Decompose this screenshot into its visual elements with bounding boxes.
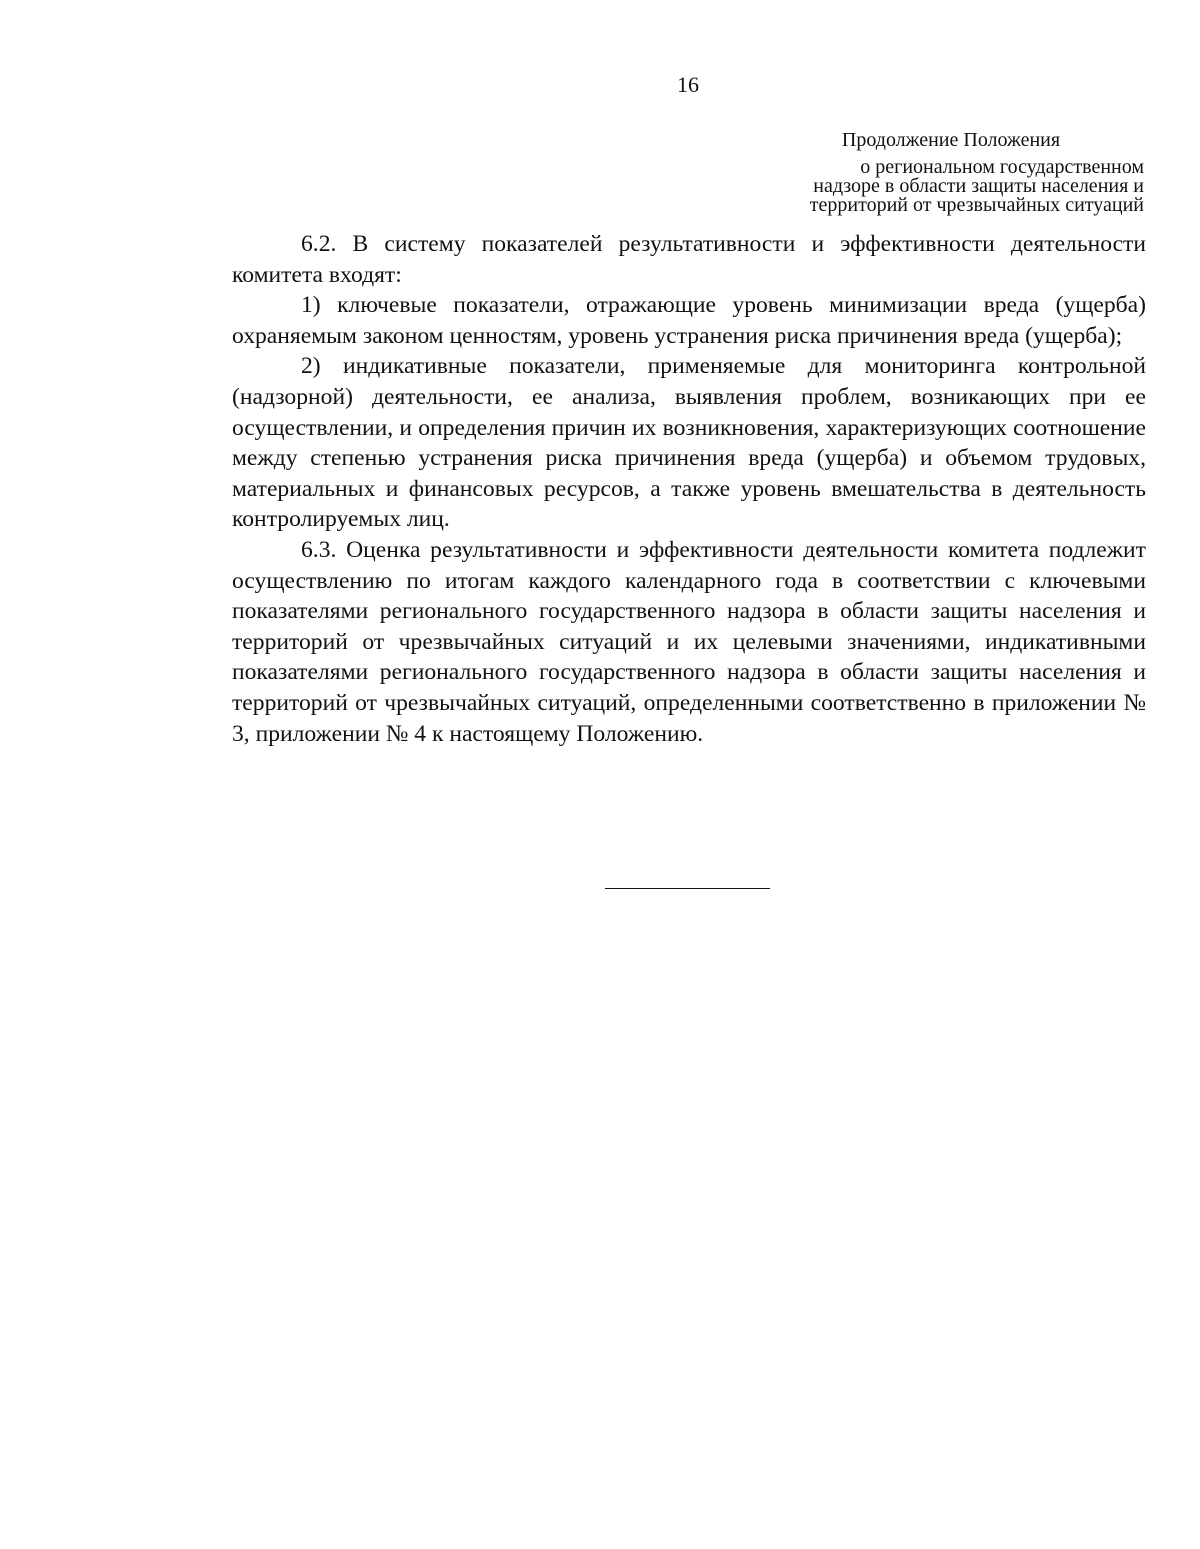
page-number	[0, 72, 1200, 98]
header-note-line-2: надзоре в области защиты населения и	[813, 175, 1144, 197]
paragraph-item-2: 2) индикативные показатели, применяемые для мониторинга контрольной (надзорной) деятельности, ее анализа, выявления проблем, возникающих при ее осуществлении, и определения причин их возникновения, характеризующих соотношение между степенью устранения риска причинения вреда (ущерба) и объемом трудовых, материальных и финансовых ресурсов, а также уровень вмешательства в деятельность контролируемых лиц.	[232, 353, 1146, 533]
paragraph-6-2: 6.2. В систему показателей результативности и эффективности деятельности комитета входят:	[232, 231, 1146, 288]
header-note-line-3: территорий от чрезвычайных ситуаций	[809, 194, 1144, 216]
page-number-text: 16	[677, 72, 699, 97]
paragraph-6-3: 6.3. Оценка результативности и эффективности деятельности комитета подлежит осуществлению по итогам каждого календарного года в соответствии с ключевыми показателями регионального государственного надзора в области защиты населения и территорий от чрезвычайных ситуаций и их целевыми значениями, индикативными показателями регионального государственного надзора в области защиты населения и территорий от чрезвычайных ситуаций, определенными соответственно в приложении № 3, приложении № 4 к настоящему Положению.	[232, 536, 1146, 747]
body-text	[232, 229, 1146, 749]
header-note-title: Продолжение Положения	[841, 129, 1061, 151]
header-note	[714, 126, 1144, 215]
paragraph-item-1: 1) ключевые показатели, отражающие уровень минимизации вреда (ущерба) охраняемым законом ценностям, уровень устранения риска причинения вреда (ущерба);	[232, 292, 1146, 349]
end-divider	[605, 888, 770, 889]
header-note-line-1: о региональном государственном	[860, 156, 1144, 178]
